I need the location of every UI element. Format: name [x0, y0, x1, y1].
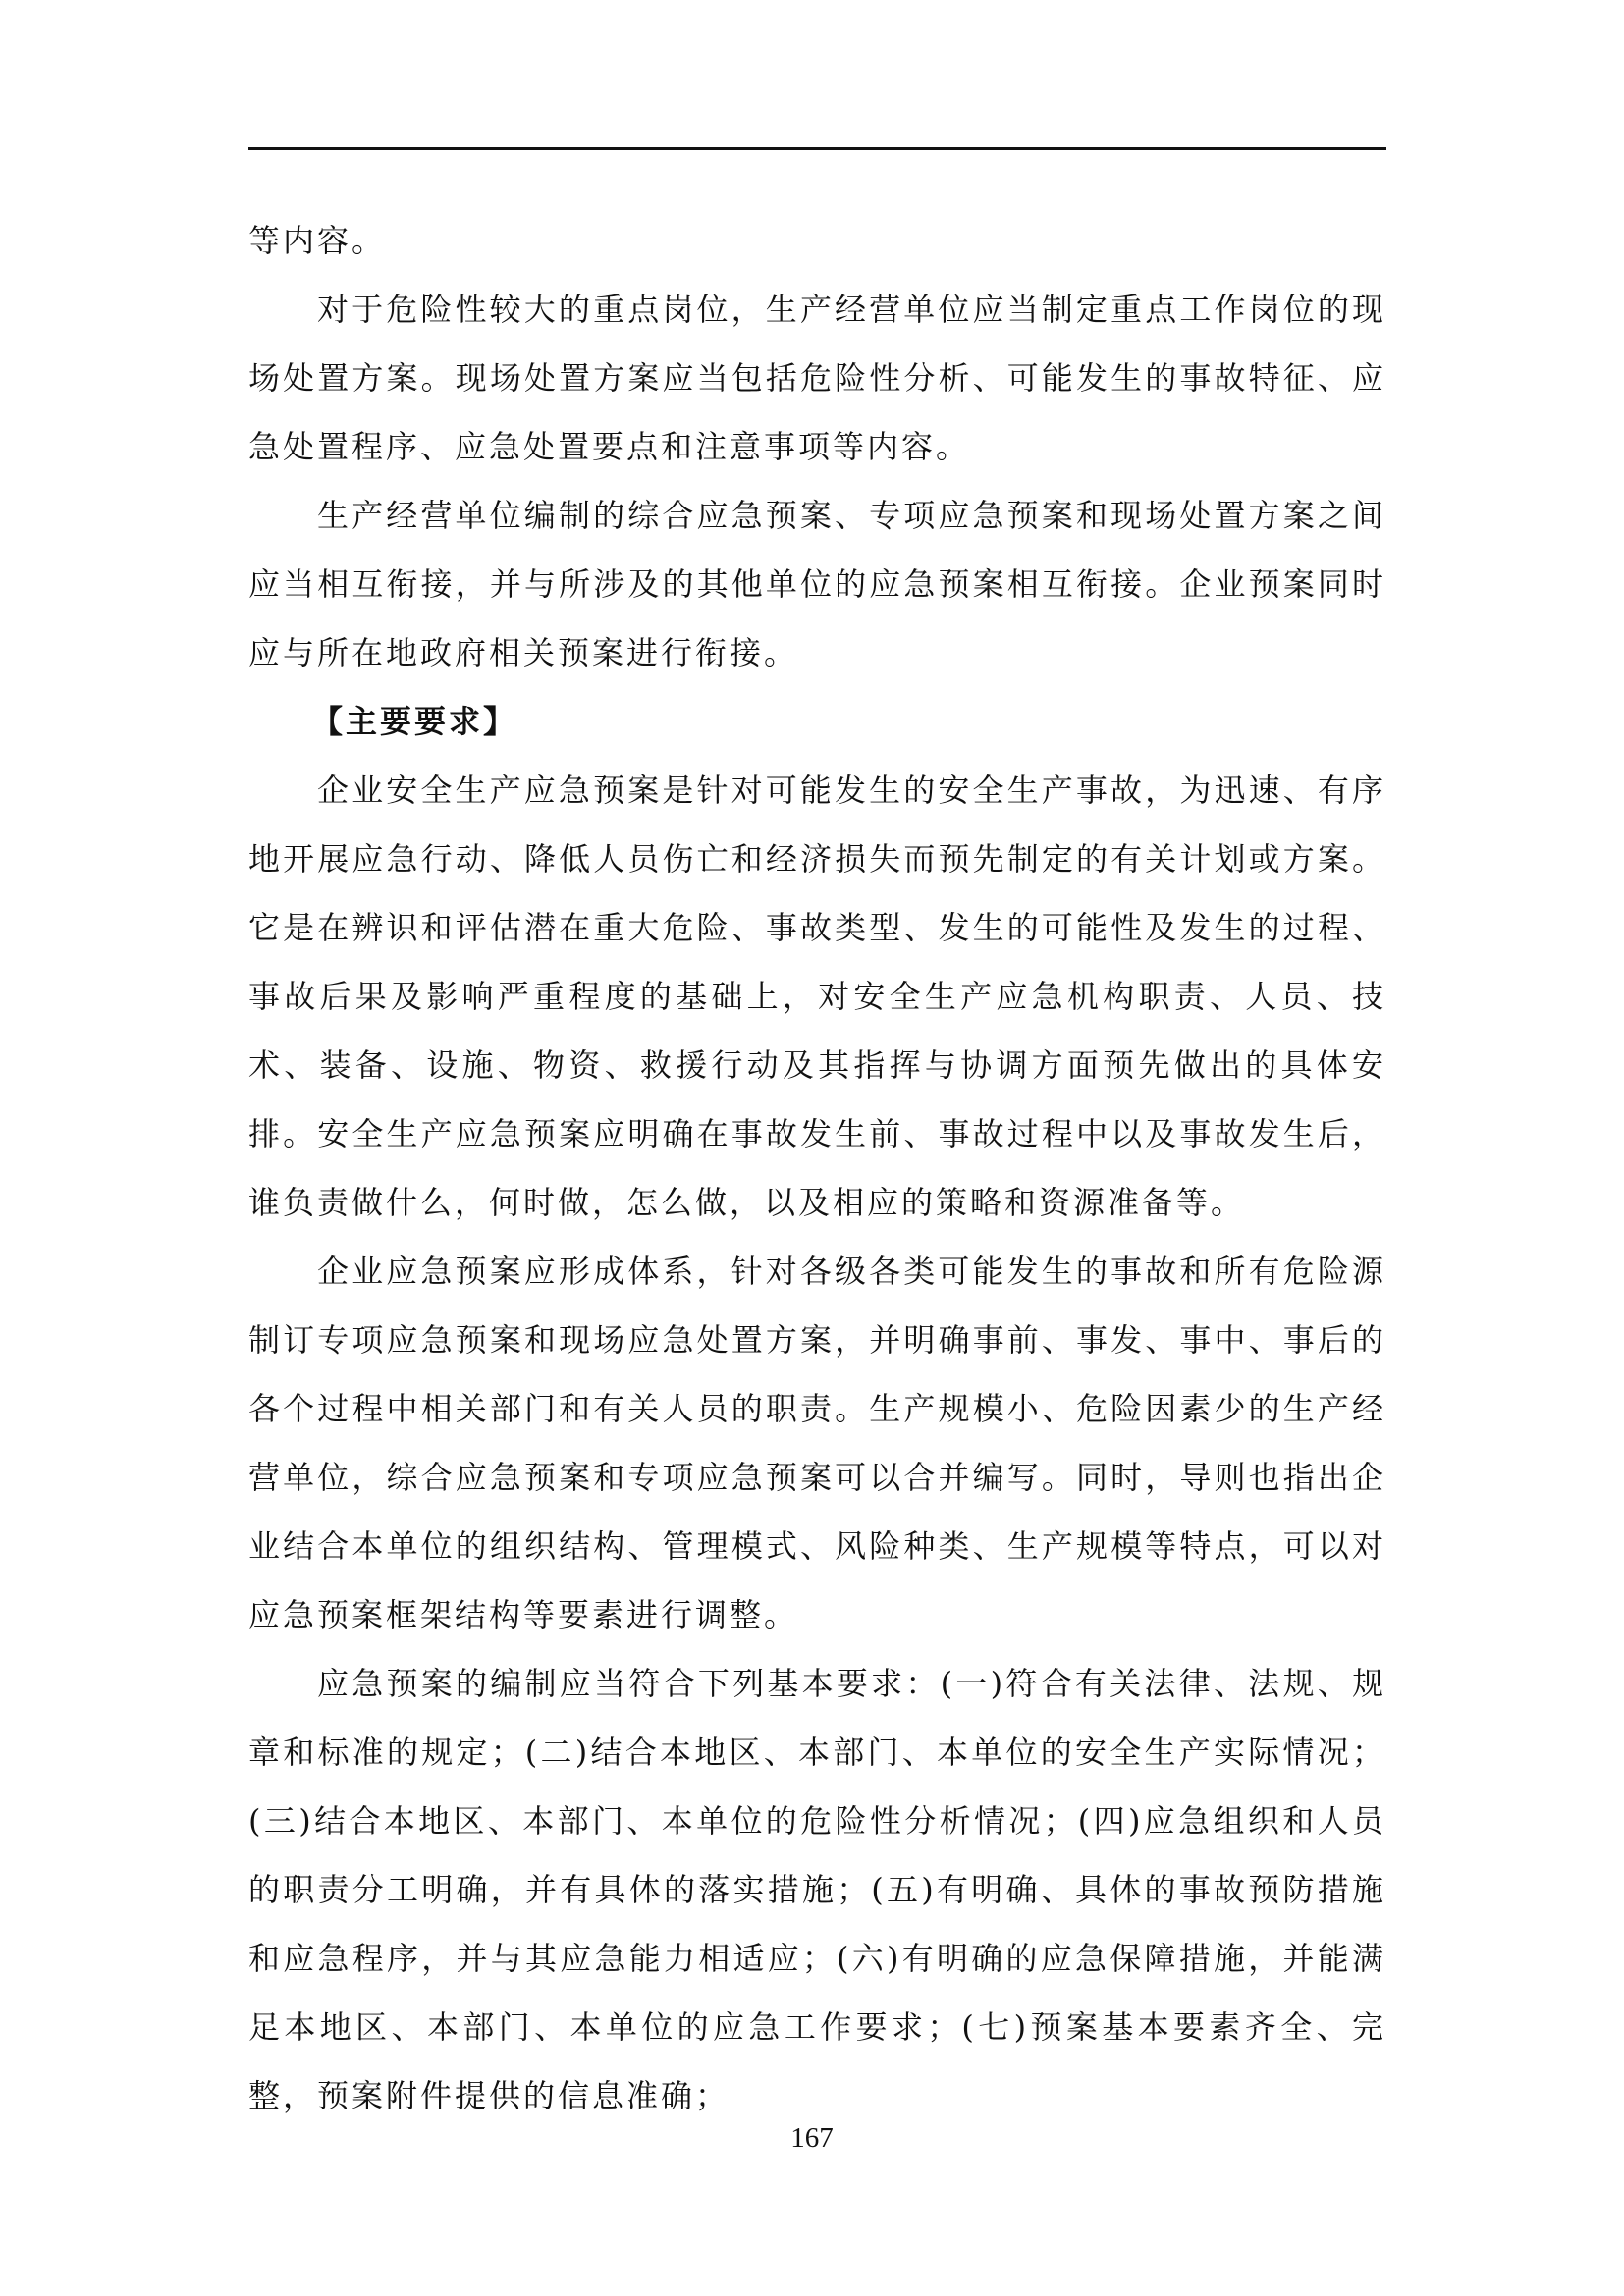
- paragraph-basic-requirements: 应急预案的编制应当符合下列基本要求：(一)符合有关法律、法规、规章和标准的规定；(二)结合本地区、本部门、本单位的安全生产实际情况；(三)结合本地区、本部门、本单位的危险性分析情况；(四)应急组织和人员的职责分工明确，并有具体的落实措施；(五)有明确、具体的事故预防措施和应急程序，并与其应急能力相适应；(六)有明确的应急保障措施，并能满足本地区、本部门、本单位的应急工作要求；(七)预案基本要素齐全、完整，预案附件提供的信息准确；: [248, 1665, 1386, 2114]
- page-body: [248, 206, 1386, 2130]
- page-number: 167: [790, 2122, 834, 2154]
- paragraph-plan-system: 企业应急预案应形成体系，针对各级各类可能发生的事故和所有危险源制订专项应急预案和现场应急处置方案，并明确事前、事发、事中、事后的各个过程中相关部门和有关人员的职责。生产规模小、危险因素少的生产经营单位，综合应急预案和专项应急预案可以合并编写。同时，导则也指出企业结合本单位的组织结构、管理模式、风险种类、生产规模等特点，可以对应急预案框架结构等要素进行调整。: [248, 1253, 1386, 1633]
- paragraph-key-positions: 对于危险性较大的重点岗位，生产经营单位应当制定重点工作岗位的现场处置方案。现场处置方案应当包括危险性分析、可能发生的事故特征、应急处置程序、应急处置要点和注意事项等内容。: [248, 291, 1386, 465]
- paragraph-plan-definition: 企业安全生产应急预案是针对可能发生的安全生产事故，为迅速、有序地开展应急行动、降低人员伤亡和经济损失而预先制定的有关计划或方案。它是在辨识和评估潜在重大危险、事故类型、发生的可能性及发生的过程、事故后果及影响严重程度的基础上，对安全生产应急机构职责、人员、技术、装备、设施、物资、救援行动及其指挥与协调方面预先做出的具体安排。安全生产应急预案应明确在事故发生前、事故过程中以及事故发生后，谁负责做什么，何时做，怎么做，以及相应的策略和资源准备等。: [248, 772, 1386, 1221]
- paragraph-continuation: 等内容。: [248, 222, 387, 259]
- header-rule: [248, 147, 1386, 150]
- section-heading: 【主要要求】: [311, 703, 518, 740]
- paragraph-plan-linkage: 生产经营单位编制的综合应急预案、专项应急预案和现场处置方案之间应当相互衔接，并与所涉及的其他单位的应急预案相互衔接。企业预案同时应与所在地政府相关预案进行衔接。: [248, 497, 1386, 671]
